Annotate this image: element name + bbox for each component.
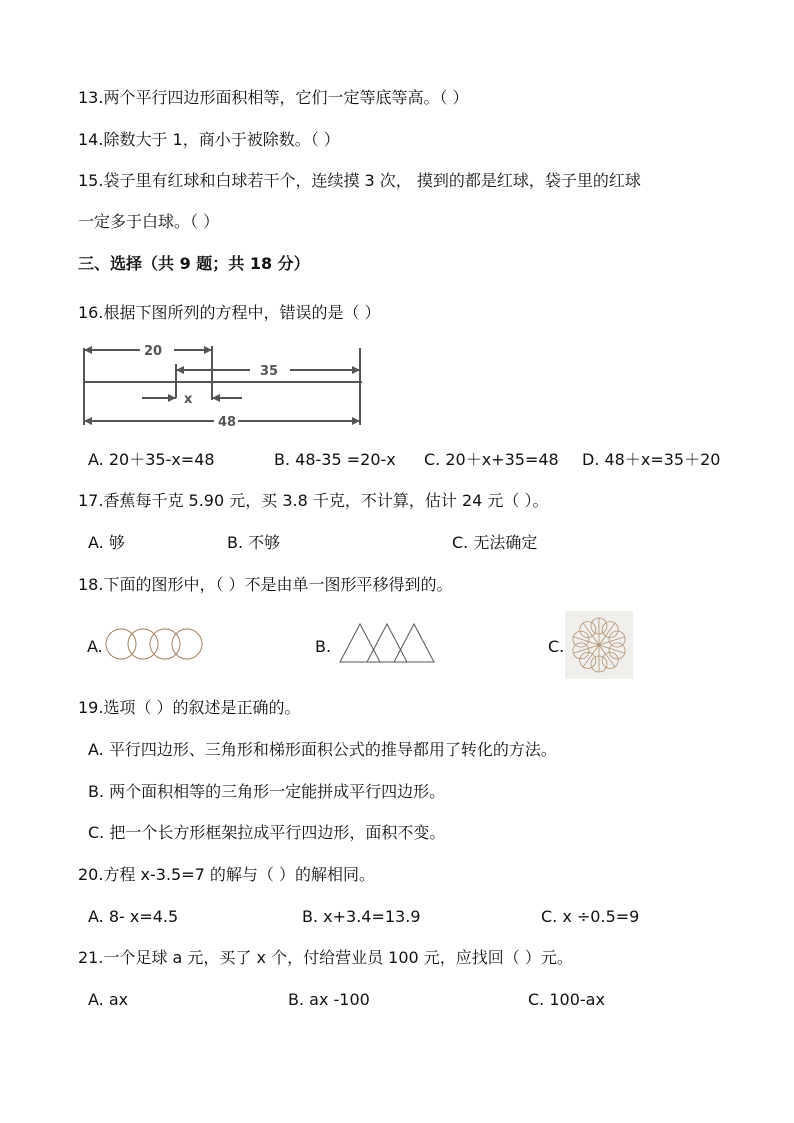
question-19-option-c[interactable]: C. 把一个长方形框架拉成平行四边形，面积不变。 [88, 823, 446, 842]
segment-diagram [80, 340, 370, 430]
question-16-option-b[interactable]: B. 48-35 =20-x [274, 450, 396, 469]
question-15-line2: 一定多于白球。（ ） [78, 212, 220, 231]
triangles-figure [338, 622, 438, 664]
question-20-stem: 20.方程 x-3.5=7 的解与（ ）的解相同。 [78, 865, 375, 884]
question-20-option-b[interactable]: B. x+3.4=13.9 [302, 907, 421, 926]
diagram-label-x: x [184, 392, 193, 407]
question-17-option-b[interactable]: B. 不够 [227, 533, 281, 552]
question-21-option-b[interactable]: B. ax -100 [288, 990, 370, 1009]
question-19-stem: 19.选项（ ）的叙述是正确的。 [78, 698, 301, 717]
question-20-option-a[interactable]: A. 8- x=4.5 [88, 907, 179, 926]
flower-figure [565, 611, 633, 679]
diagram-label-35: 35 [260, 364, 279, 379]
question-20-option-c[interactable]: C. x ÷0.5=9 [541, 907, 640, 926]
question-18-option-c[interactable]: C. [548, 637, 565, 656]
question-19-option-b[interactable]: B. 两个面积相等的三角形一定能拼成平行四边形。 [88, 782, 446, 801]
question-15-line1: 15.袋子里有红球和白球若干个，连续摸 3 次， 摸到的都是红球，袋子里的红球 [78, 171, 641, 190]
question-18-option-b[interactable]: B. [315, 637, 332, 656]
question-18-option-a[interactable]: A. [87, 637, 103, 656]
question-16-option-c[interactable]: C. 20＋x+35=48 [424, 450, 559, 469]
question-16-option-a[interactable]: A. 20＋35-x=48 [88, 450, 215, 469]
section-3-title: 三、选择（共 9 题；共 18 分） [78, 254, 310, 273]
question-17-option-c[interactable]: C. 无法确定 [452, 533, 538, 552]
question-21-option-a[interactable]: A. ax [88, 990, 129, 1009]
question-21-stem: 21.一个足球 a 元，买了 x 个，付给营业员 100 元，应找回（ ）元。 [78, 948, 573, 967]
question-18-stem: 18.下面的图形中，（ ）不是由单一图形平移得到的。 [78, 575, 453, 594]
question-16-option-d[interactable]: D. 48＋x=35＋20 [582, 450, 721, 469]
question-16-stem: 16.根据下图所列的方程中，错误的是（ ） [78, 303, 381, 322]
question-21-option-c[interactable]: C. 100-ax [528, 990, 605, 1009]
question-19-option-a[interactable]: A. 平行四边形、三角形和梯形面积公式的推导都用了转化的方法。 [88, 740, 557, 759]
diagram-label-48: 48 [218, 415, 237, 430]
question-13: 13.两个平行四边形面积相等，它们一定等底等高。（ ） [78, 88, 469, 107]
question-17-stem: 17.香蕉每千克 5.90 元，买 3.8 千克，不计算，估计 24 元（ ）。 [78, 491, 549, 510]
overlapping-circles-figure [104, 626, 204, 662]
question-14: 14.除数大于 1，商小于被除数。（ ） [78, 130, 340, 149]
diagram-label-20: 20 [144, 344, 163, 359]
question-17-option-a[interactable]: A. 够 [88, 533, 125, 552]
